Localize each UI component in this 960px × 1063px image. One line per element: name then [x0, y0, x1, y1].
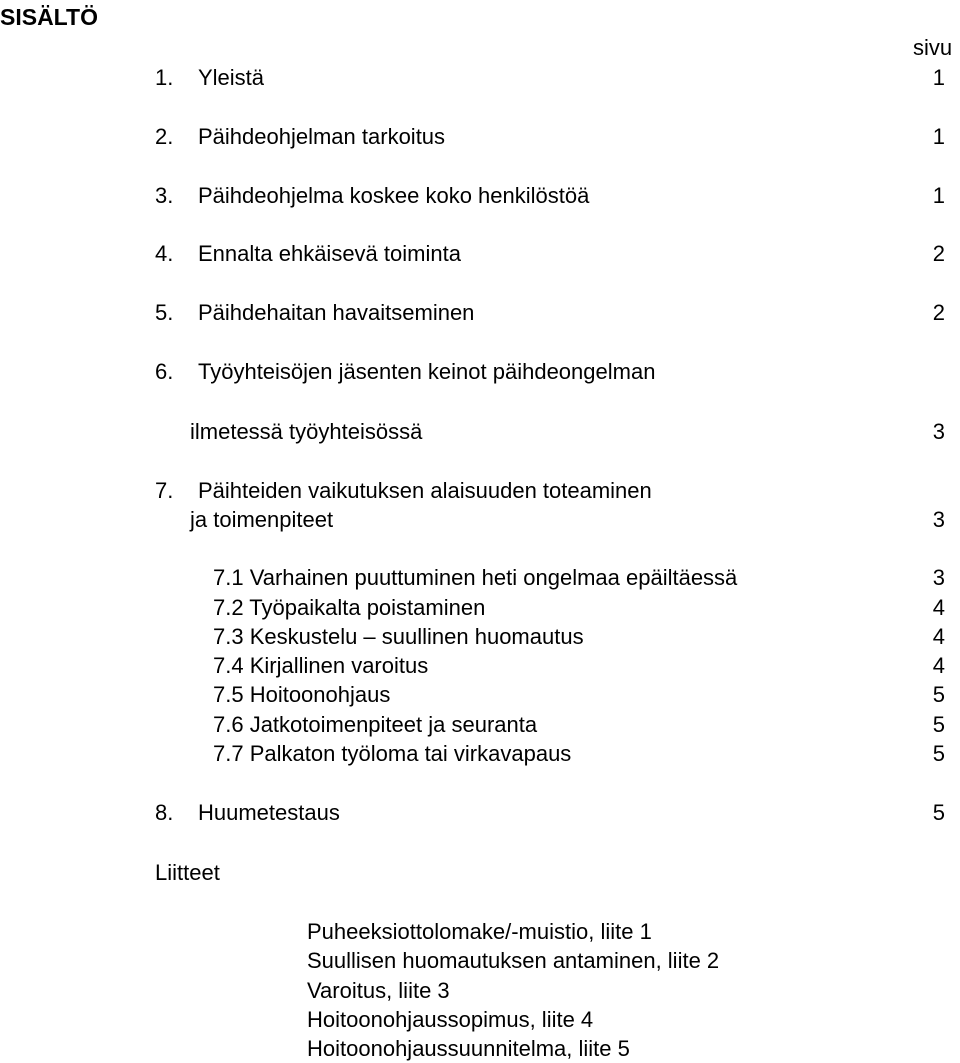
attachment-item: Varoitus, liite 3	[307, 978, 450, 1003]
toc-entry-text: Päihteiden vaikutuksen alaisuuden toteaminen	[198, 478, 652, 503]
toc-subsection-page: 4	[932, 653, 945, 678]
toc-subsection-text: 7.6 Jatkotoimenpiteet ja seuranta	[213, 712, 538, 737]
toc-subsection-page: 5	[932, 741, 945, 766]
toc-entry-text: Päihdeohjelma koskee koko henkilöstöä	[198, 183, 590, 208]
toc-entry-number: 2.	[155, 124, 174, 149]
document-title: SISÄLTÖ	[0, 4, 98, 30]
toc-subsection-page: 5	[932, 712, 945, 737]
toc-entry-number: 4.	[155, 241, 174, 266]
toc-entry-number: 8.	[155, 800, 174, 825]
page-column-label: sivu	[913, 35, 953, 60]
toc-entry-text: Yleistä	[198, 65, 265, 90]
attachments-heading: Liitteet	[155, 860, 220, 885]
toc-subsection-text: 7.4 Kirjallinen varoitus	[213, 653, 429, 678]
toc-subsection-text: 7.1 Varhainen puuttuminen heti ongelmaa epäiltäessä	[213, 565, 738, 590]
toc-entry-page: 1	[932, 65, 945, 90]
toc-entry-page: 2	[932, 300, 945, 325]
toc-entry-page: 3	[932, 419, 945, 444]
toc-subsection-page: 4	[932, 595, 945, 620]
toc-entry-page: 5	[932, 800, 945, 825]
toc-subsection-text: 7.5 Hoitoonohjaus	[213, 682, 391, 707]
toc-entry-number: 6.	[155, 359, 174, 384]
toc-entry-text-continued: ja toimenpiteet	[190, 507, 334, 532]
attachment-item: Suullisen huomautuksen antaminen, liite 2	[307, 948, 720, 973]
toc-subsection-page: 5	[932, 682, 945, 707]
toc-entry-text: Huumetestaus	[198, 800, 340, 825]
toc-entry-number: 5.	[155, 300, 174, 325]
toc-entry-page: 1	[932, 124, 945, 149]
toc-entry-text: Päihdehaitan havaitseminen	[198, 300, 475, 325]
toc-entry-page: 3	[932, 507, 945, 532]
toc-entry-text: Päihdeohjelman tarkoitus	[198, 124, 446, 149]
toc-subsection-page: 4	[932, 624, 945, 649]
toc-entry-number: 3.	[155, 183, 174, 208]
toc-subsection-text: 7.2 Työpaikalta poistaminen	[213, 595, 486, 620]
toc-entry-text: Työyhteisöjen jäsenten keinot päihdeongelman	[198, 359, 656, 384]
attachment-item: Hoitoonohjaussuunnitelma, liite 5	[307, 1036, 630, 1061]
toc-subsection-text: 7.7 Palkaton työloma tai virkavapaus	[213, 741, 572, 766]
toc-entry-number: 1.	[155, 65, 174, 90]
toc-entry-page: 2	[932, 241, 945, 266]
toc-entry-page: 1	[932, 183, 945, 208]
toc-entry-text: Ennalta ehkäisevä toiminta	[198, 241, 461, 266]
toc-subsection-page: 3	[932, 565, 945, 590]
toc-entry-number: 7.	[155, 478, 174, 503]
attachment-item: Hoitoonohjaussopimus, liite 4	[307, 1007, 594, 1032]
attachment-item: Puheeksiottolomake/-muistio, liite 1	[307, 919, 652, 944]
toc-subsection-text: 7.3 Keskustelu – suullinen huomautus	[213, 624, 584, 649]
toc-entry-text-continued: ilmetessä työyhteisössä	[190, 419, 423, 444]
